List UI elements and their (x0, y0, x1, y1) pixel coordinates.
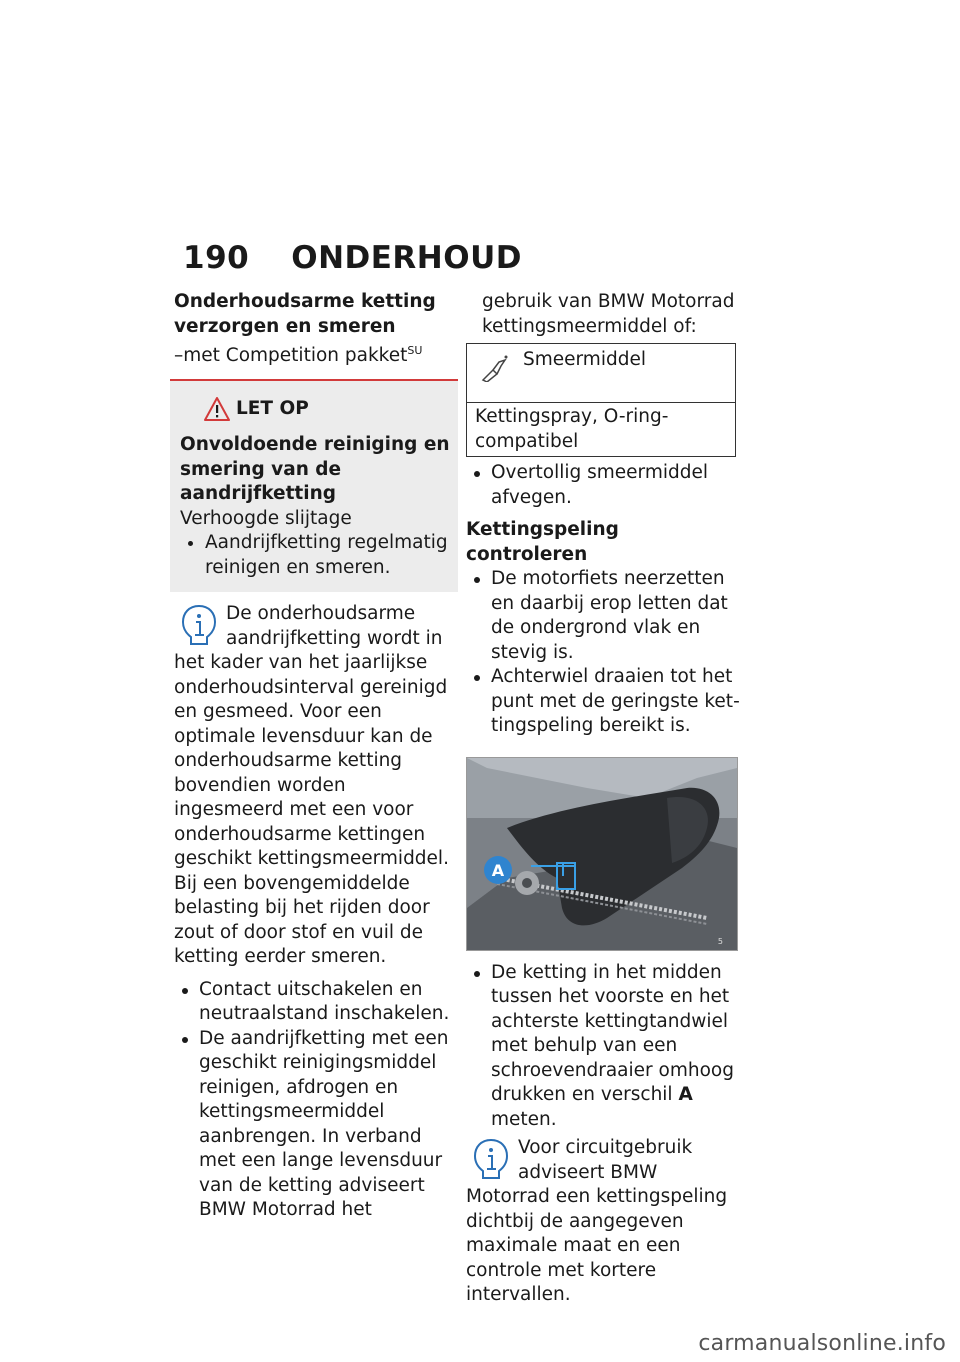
list-item: Overtollig smeermiddel afvegen. (466, 461, 740, 510)
watermark: carmanualsonline.info (698, 1331, 946, 1356)
caution-consequence: Verhoogde slijtage (180, 507, 352, 529)
info-note-text: De onderhoudsarme aandrijfketting wordt in het kader van het jaarlijkse onderhoudsinterval gereinigd en gesmeed. Voor een optimale levensduur kan de onderhoudsarme ketting bovendien worden ingesmeerd met een voor onderhoudsarme kettingen geschikt kettingsmeermiddel. Bij een bovengemiddelde belasting bij het rijden door zout of door stof en vuil de ketting eerder smeren. (174, 603, 449, 968)
list-item: De aandrijfketting met een geschikt reinigingsmiddel reinigen, afdrogen en kettingsmeermiddel aanbrengen. In verband met een lange levensduur van de ketting adviseert BMW Motorrad het (174, 1027, 450, 1223)
right-column (466, 290, 740, 1308)
page-number: 190 (183, 240, 250, 276)
left-column (174, 290, 450, 1223)
section-heading-chain-slack: Kettingspeling controleren (466, 519, 619, 565)
oil-can-icon (479, 354, 509, 382)
caution-title: LET OP (236, 397, 309, 419)
list-item: Achterwiel draaien tot het punt met de geringste kettingspeling bereikt is. (466, 665, 740, 739)
warning-triangle-icon (204, 397, 230, 421)
info-icon (472, 1138, 510, 1180)
page-header (183, 240, 522, 280)
equipment-note-text: –met Competition pakket (174, 345, 408, 367)
measure-step-text: De ketting in het midden tussen het voorste en het achterste kettingtandwiel met behulp van een schroevendraaier omhoog drukken en verschil (491, 961, 734, 1105)
info-note-circuit (466, 1136, 740, 1308)
caution-header (204, 397, 450, 422)
lubricant-description: Kettingspray, O-ring-compatibel (475, 406, 669, 452)
lubricant-box (466, 343, 736, 457)
info-icon (180, 604, 218, 646)
list-item: Contact uitschakelen en neutraalstand inschakelen. (174, 978, 450, 1027)
continuation-text: gebruik van BMW Motorrad kettingsmeermiddel of: (482, 291, 735, 337)
list-item (466, 961, 740, 1133)
caution-notice (170, 379, 458, 593)
caution-subject: Onvoldoende reiniging en smering van de aandrijfketting (180, 434, 450, 505)
lubricant-label: Smeermiddel (523, 349, 646, 370)
caution-action: Aandrijfketting regelmatig reinigen en smeren. (180, 531, 450, 580)
info-note (174, 602, 450, 970)
section-heading-chain-care: Onderhoudsarme ketting verzorgen en smeren (174, 291, 436, 337)
measure-step-end: meten. (491, 1108, 557, 1130)
image-code: 5 (717, 936, 723, 946)
list-item: De motorfiets neerzetten en daarbij erop letten dat de ondergrond vlak en stevig is. (466, 567, 740, 665)
measure-callout-ref: A (678, 1084, 693, 1105)
info-note-circuit-text: Voor circuitgebruik adviseert BMW Motorrad een kettingspeling dichtbij de aangegeven maximale maat en een controle met kortere intervallen. (466, 1137, 728, 1305)
callout-a: A (491, 860, 505, 880)
chapter-title: ONDERHOUD (291, 240, 522, 276)
lubricant-header (467, 344, 735, 403)
chain-slack-photo (466, 757, 738, 951)
equipment-note (174, 339, 450, 369)
chain-illustration (467, 758, 737, 950)
equipment-code: SU (407, 344, 423, 357)
